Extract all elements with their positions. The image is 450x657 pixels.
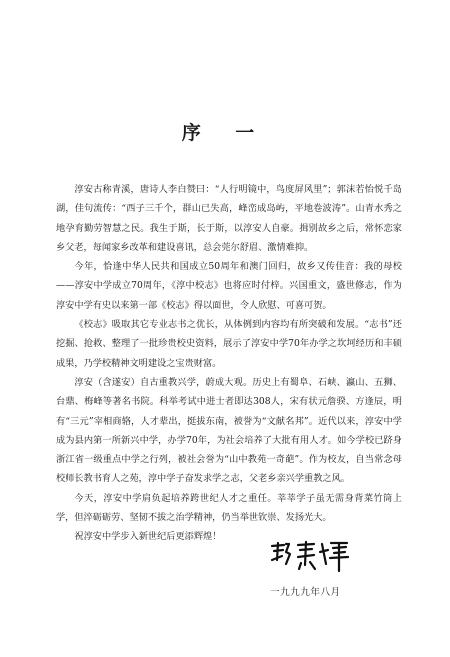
preface-body	[56, 180, 402, 547]
paragraph-5: 今天，淳安中学肩负起培养跨世纪人才之重任。莘莘学子虽无需身背菜竹筒上学，但淬砺砺劳、坚韧不拔之治学精神，仍当举世钦崇、发扬光大。	[56, 492, 402, 524]
paragraph-6: 祝淳安中学步入新世纪后更添辉煌！	[74, 531, 222, 543]
paragraph-3: 《校志》吸取其它专业志书之优长，从体例到内容均有所突破和发展。“志书”还挖掘、抢救、整理了一批珍贵校史资料，展示了淳安中学70年办学之坎坷经历和丰硕成果，乃学校精神文明建设之宝贵财富。	[56, 319, 402, 369]
preface-date: 一九九九年八月	[270, 587, 341, 598]
handwritten-signature	[268, 538, 352, 574]
paragraph-4: 淳安（含遂安）自古重教兴学，蔚成大观。历史上有蜀阜、石峡、瀛山、五狮、台鼎、梅峰等著名书院。科举考试中进士者即达308人，宋有状元詹骙、方逢辰，明有“三元”宰相商辂，人才辈出，挺拔东南，被誉为“文献名邦”。近代以来，淳安中学成为县内第一所新兴中学，办学70年，为社会培养了大批有用人才。如今学校已跻身浙江省一级重点中学之行列，被社会誉为“山中教苑一奇葩”。作为校友，自当常念母校师长教书育人之苑，淳中学子奋发求学之志，父老乡亲兴学重教之风。	[56, 376, 402, 485]
paragraph-2: 今年，恰逢中华人民共和国成立50周年和澳门回归，故乡又传佳音：我的母校——淳安中学成立70周年，《淳中校志》也将应时付梓。兴国重文，盛世修志，作为淳安中学有史以来第一部《校志》得以面世，令人欣慰、可喜可贺。	[56, 261, 402, 311]
paragraph-1: 淳安古称青溪，唐诗人李白赞曰：“人行明镜中，鸟度屏风里”；郭沫若怡悦千岛湖，佳句流传：“西子三千个，群山已失高，峰峦成岛屿，平地卷波涛”。山青水秀之地孕育勤劳智慧之民。我生于斯，长于斯，以淳安人自豪。揖别故乡之后，常怀恋家乡父老，每闻家乡改革和建设喜讯，总会莞尔舒眉、激情难抑。	[56, 184, 402, 253]
page-title: 序 一	[181, 122, 269, 144]
